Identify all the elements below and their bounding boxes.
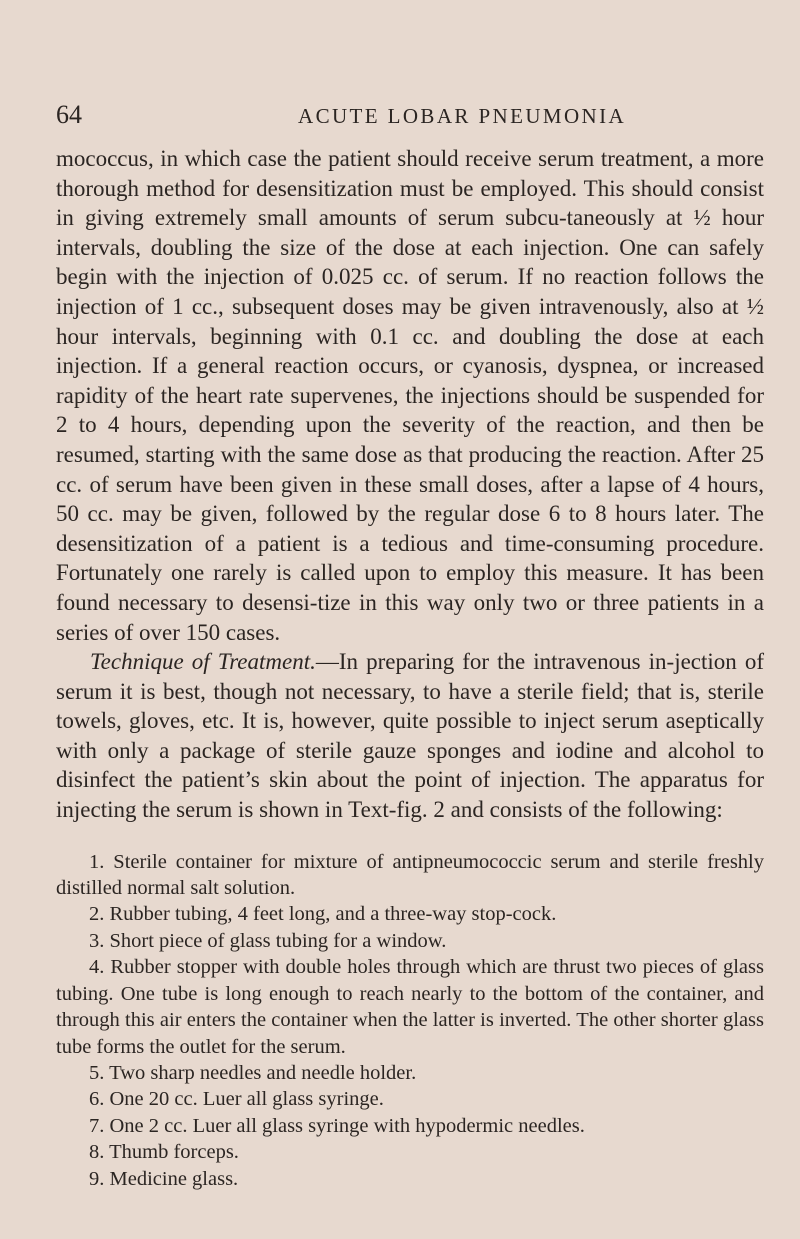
technique-heading: Technique of Treatment.	[90, 649, 316, 675]
list-item: 4. Rubber stopper with double holes through which are thrust two pieces of glass tubing. One tube is long enough to reach nearly to the bottom of the container, and through this air enters the container when the latter is inverted. The other shorter glass tube forms the outlet for the serum.	[56, 956, 764, 1058]
list-item: 2. Rubber tubing, 4 feet long, and a three-way stop-cock.	[89, 903, 557, 926]
list-item: 7. One 2 cc. Luer all glass syringe with hypodermic needles.	[89, 1114, 585, 1137]
list-item: 5. Two sharp needles and needle holder.	[89, 1061, 417, 1084]
list-item: 3. Short piece of glass tubing for a window.	[89, 929, 447, 952]
list-item: 6. One 20 cc. Luer all glass syringe.	[89, 1088, 384, 1111]
running-head	[56, 100, 764, 144]
book-page	[56, 100, 764, 1192]
list-item: 1. Sterile container for mixture of antipneumococcic serum and sterile freshly distilled normal salt solution.	[56, 850, 764, 900]
list-item: 9. Medicine glass.	[89, 1167, 239, 1190]
list-item: 8. Thumb forceps.	[89, 1141, 239, 1164]
body-paragraph: mococcus, in which case the patient should receive serum treatment, a more thorough method for desensitization must be employed. This should consist in giving extremely small amounts of serum subcu-taneously at ½ hour intervals, doubling the size of the dose at each injection. One can safely begin with the injection of 0.025 cc. of serum. If no reaction follows the injection of 1 cc., subsequent doses may be given intravenously, also at ½ hour intervals, beginning with 0.1 cc. and doubling the dose at each injection. If a general reaction occurs, or cyanosis, dyspnea, or increased rapidity of the heart rate supervenes, the injections should be suspended for 2 to 4 hours, depending upon the severity of the reaction, and then be resumed, starting with the same dose as that producing the reaction. After 25 cc. of serum have been given in these small doses, after a lapse of 4 hours, 50 cc. may be given, followed by the regular dose 6 to 8 hours later. The desensitization of a patient is a tedious and time-consuming procedure. Fortunately one rarely is called upon to employ this measure. It has been found necessary to desensi-tize in this way only two or three patients in a series of over 150 cases.	[56, 146, 764, 645]
technique-paragraph	[56, 647, 764, 825]
running-title: ACUTE LOBAR PNEUMONIA	[298, 104, 627, 128]
page-number: 64	[56, 100, 82, 129]
apparatus-list	[56, 849, 764, 1192]
technique-text: —In preparing for the intravenous in-jection of serum it is best, though not necessary, to have a sterile field; that is, sterile towels, gloves, etc. It is, however, quite possible to inject serum aseptically with only a package of sterile gauze sponges and iodine and alcohol to disinfect the patient’s skin about the point of injection. The apparatus for injecting the serum is shown in Text-fig. 2 and consists of the following:	[56, 649, 764, 823]
